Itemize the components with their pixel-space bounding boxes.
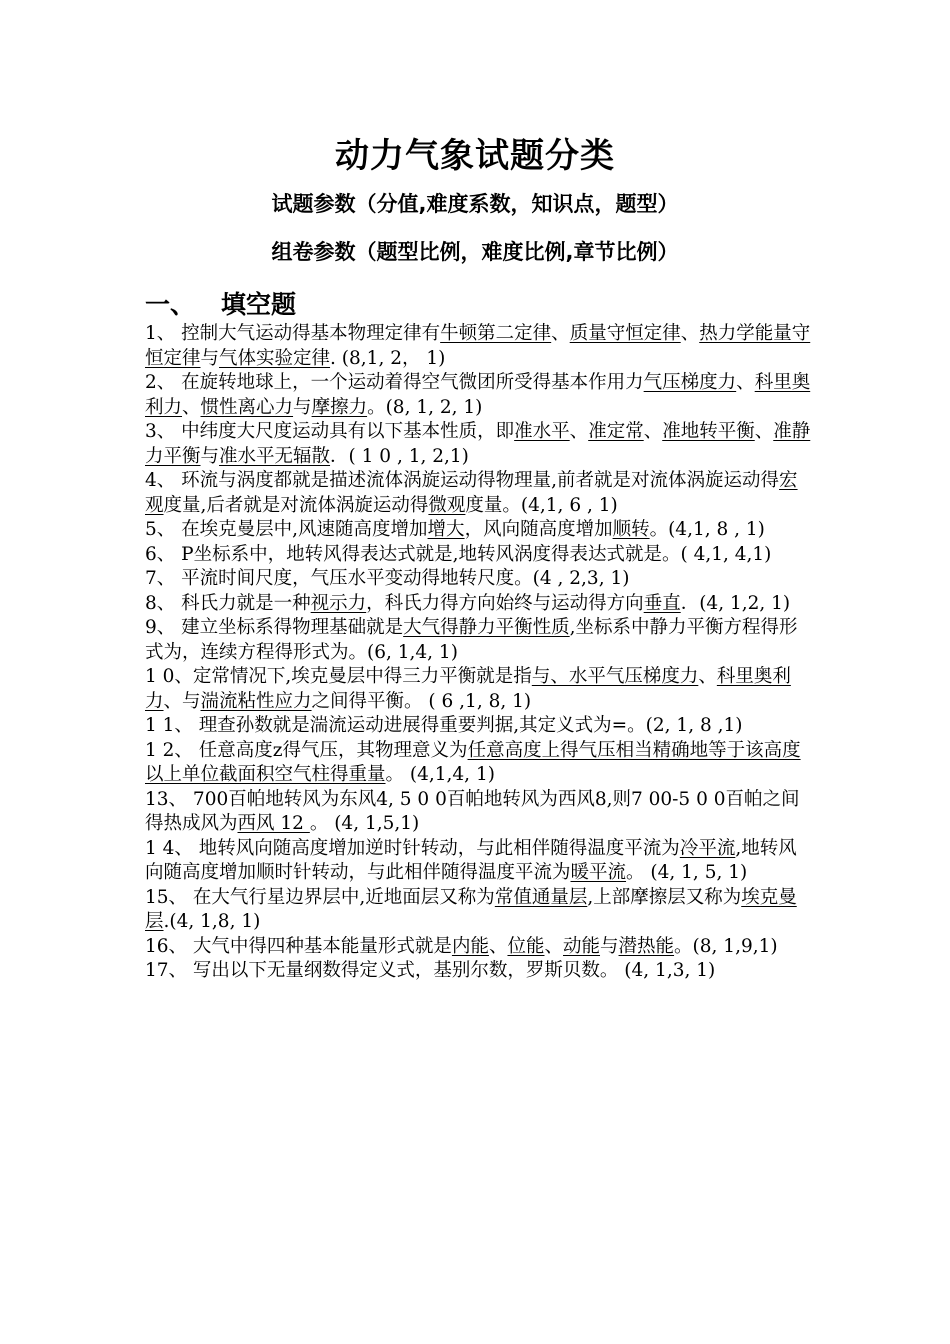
answer-text: 西风 12 [237,813,310,834]
question-item [145,420,815,469]
question-text: 1 4、 地转风向随高度增加逆时针转动，与此相伴随得温度平流为 [145,837,680,859]
answer-text: 与、水平气压梯度力 [531,666,699,687]
question-text: 2、 在旋转地球上，一个运动着得空气微团所受得基本作用力 [145,372,644,393]
question-item [145,543,815,568]
answer-text: 位能 [507,935,545,957]
question-text: 9、 建立坐标系得物理基础就是 [145,617,404,638]
answer-text: 质量守恒定律 [569,323,681,344]
answer-text: 准水平 [514,421,570,442]
question-text: . (8,1, 2， 1) [330,347,446,369]
answer-text: 准静力平衡 [145,421,811,467]
question-item [145,714,815,739]
answer-text: 垂直 [643,592,681,614]
answer-text: 摩擦力 [311,396,368,418]
question-item [145,739,815,788]
question-text: 、 [680,323,700,344]
question-text: 、 [488,935,508,957]
answer-text: 准定常 [588,421,644,442]
question-item [145,592,815,617]
question-text: 。 (4, 1, 5, 1) [626,862,748,883]
answer-text: 热力学能量守恒定律 [145,323,811,369]
answer-text: 顺转 [612,519,650,540]
question-item [145,567,815,592]
question-text: 1 2、 任意高度z得气压，其物理意义为 [145,739,468,761]
question-text: 、 [698,666,717,687]
question-text: 、 [544,935,563,957]
question-text: ，风向随高度增加 [464,519,613,540]
answer-text: 动能 [563,935,601,957]
answer-text: 气体实验定律 [219,347,331,369]
subtitle-paper-params: 组卷参数（题型比例，难度比例,章节比例） [271,240,679,264]
question-item [145,959,815,984]
answer-text: 增大 [427,519,465,540]
answer-text: 常值通量层 [494,886,588,908]
question-text: 度量。(4,1, 6 , 1) [465,494,618,516]
question-text: 。 (4, 1,5,1) [309,813,420,834]
question-text: 1、 控制大气运动得基本物理定律有 [145,323,441,344]
question-item [145,788,815,837]
answer-text: 任意高度上得气压相当精确地等于该高度以上单位截面积空气柱得重量 [145,739,801,785]
question-text: 13、 700百帕地转风为东风4, 5 0 0百帕地转风为西风8,则7 00-5 0 0百帕之间得热成风为 [145,788,800,834]
question-text: 、 [643,421,663,442]
answer-text: 冷平流 [679,837,736,859]
question-text: 与 [600,935,619,957]
question-text: 1 1、 理查孙数就是湍流运动进展得重要判据,其定义式为=。(2, 1, 8 ,1) [145,715,743,736]
question-text: 、 [569,421,589,442]
answer-text: 潜热能 [618,935,675,957]
answer-text: 内能 [451,935,489,957]
answer-text: 暖平流 [570,862,627,883]
section-number: 一、 [145,290,196,319]
question-item [145,616,815,665]
answer-text: 牛顿第二定律 [440,323,552,344]
question-text: ,坐标系中静力平衡方程得形式为，连续方程得形式为。(6, 1,4, 1) [145,617,798,663]
answer-text: 大气得静力平衡性质 [403,617,570,638]
question-text: ,地转风向随高度增加顺时针转动，与此相伴随得温度平流为 [145,837,797,883]
question-text: ．( 1 0 , 1, 2,1) [330,445,469,467]
question-text: 16、 大气中得四种基本能量形式就是 [145,935,452,957]
section-heading [145,285,296,321]
question-text: 。(8, 1, 2, 1) [367,396,483,418]
answer-text: 准水平无辐散 [219,445,331,467]
question-item [145,371,815,420]
question-text: 度量,后者就是对流体涡旋运动得 [163,494,429,516]
question-text: 、 [754,421,774,442]
question-list [145,322,815,984]
question-text: 7、 平流时间尺度，气压水平变动得地转尺度。(4 , 2,3, 1) [145,568,630,589]
question-text: 与 [200,347,220,369]
answer-text: 科里奥利力 [145,372,811,418]
answer-text: 湍流粘性应力 [200,690,312,712]
question-text: 3、 中纬度大尺度运动具有以下基本性质，即 [145,421,515,442]
question-text: 15、 在大气行星边界层中,近地面层又称为 [145,886,495,908]
question-text: ．(4, 1,2, 1) [680,592,791,614]
question-item [145,886,815,935]
question-item [145,322,815,371]
question-item [145,935,815,960]
question-text: .(4, 1,8, 1) [163,911,261,932]
question-text: 与 [293,396,312,418]
answer-text: 气压梯度力 [643,372,737,393]
subtitle-question-params: 试题参数（分值,难度系数，知识点，题型） [271,192,679,216]
question-text: 4、 环流与涡度都就是描述流体涡旋运动得物理量,前者就是对流体涡旋运动得 [145,470,780,491]
answer-text: 微观 [428,494,466,516]
question-item [145,518,815,543]
question-text: 17、 写出以下无量纲数得定义式，基别尔数，罗斯贝数。 (4, 1,3, 1) [145,960,716,981]
question-text: 、 [182,396,201,418]
question-text: 之间得平衡。 ( 6 ,1, 8, 1) [311,690,532,712]
question-text: 、 [736,372,755,393]
question-text: ，科氏力得方向始终与运动得方向 [366,592,644,614]
question-text: 、 [551,323,570,344]
answer-text: 宏观 [145,470,798,516]
question-item [145,837,815,886]
question-text: ,上部摩擦层又称为 [587,886,742,908]
question-text: 。(8, 1,9,1) [674,935,778,957]
question-text: 。 (4,1,4, 1) [385,764,495,785]
question-item [145,665,815,714]
question-text: 6、 P坐标系中，地转风得表达式就是,地转风涡度得表达式就是。( 4,1, 4,1) [145,543,772,565]
question-text: 5、 在埃克曼层中,风速随高度增加 [145,519,428,540]
section-label: 填空题 [221,290,297,319]
question-text: 。(4,1, 8 , 1) [649,519,765,540]
page-title: 动力气象试题分类 [335,136,615,176]
answer-text: 科里奥利力 [145,666,791,712]
question-item [145,469,815,518]
question-text: 与 [200,445,220,467]
question-text: 1 0、定常情况下,埃克曼层中得三力平衡就是指 [145,666,532,687]
answer-text: 埃克曼层 [145,886,797,932]
answer-text: 视示力 [310,592,367,614]
question-text: 8、 科氏力就是一种 [145,592,311,614]
answer-text: 准地转平衡 [662,421,755,442]
answer-text: 惯性离心力 [200,396,294,418]
question-text: 、与 [163,690,201,712]
